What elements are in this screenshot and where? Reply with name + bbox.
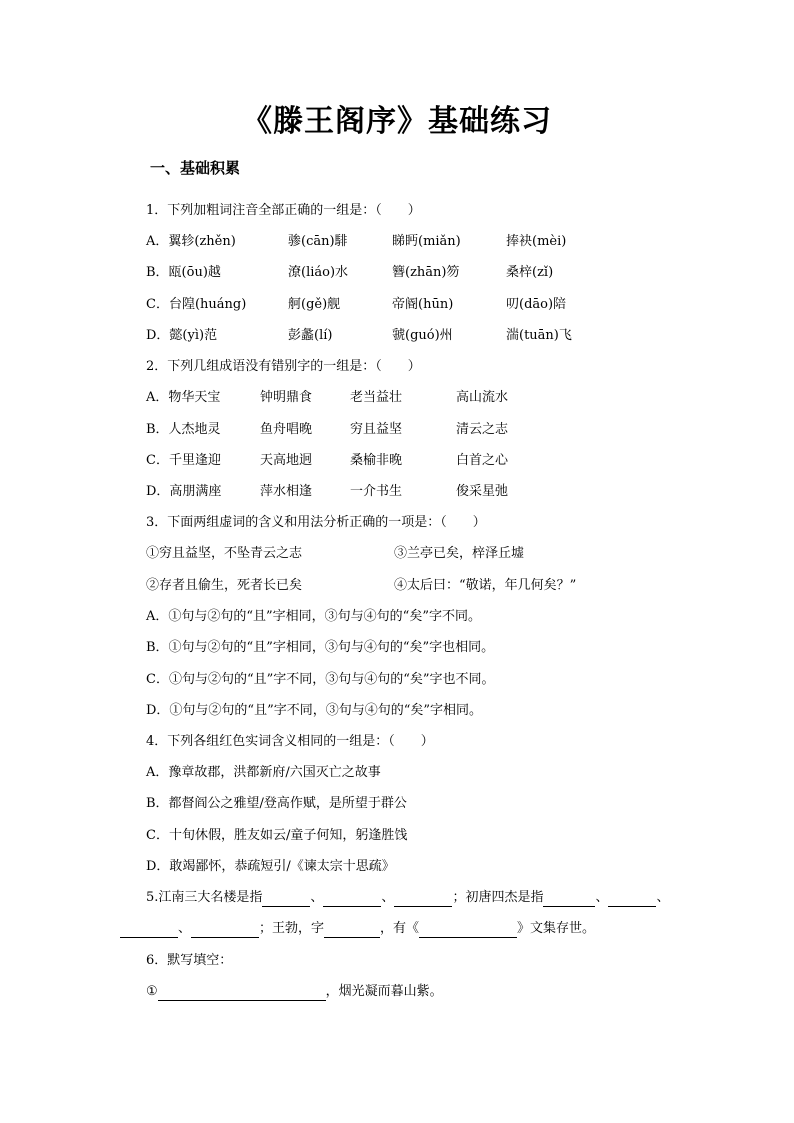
q4-option-b: B．都督阎公之雅望/登高作赋，是所望于群公 (146, 796, 407, 811)
q2-d-1: D．高朋满座 (146, 484, 222, 499)
q5-text-2: ；初唐四杰是指 (452, 890, 544, 905)
q1-d-3: 虢(guó)州 (392, 328, 453, 343)
q5-blank-4[interactable] (543, 892, 595, 907)
q5-text-5: 》文集存世。 (517, 921, 596, 936)
q1-c-2: 舸(gě)舰 (288, 297, 341, 312)
q5-text-1: 5.江南三大名楼是指 (146, 890, 263, 905)
q5-blank-5[interactable] (608, 892, 656, 907)
q5-blank-2[interactable] (323, 892, 381, 907)
q4-option-a: A．豫章故郡，洪都新府/六国灭亡之故事 (146, 765, 381, 780)
q3-sentence-1: ①穷且益坚，不坠青云之志 (146, 546, 303, 561)
q3-sentence-3: ③兰亭已矣，梓泽丘墟 (394, 546, 525, 561)
q3-sentence-4: ④太后曰：“敬诺，年几何矣？” (394, 578, 577, 593)
q1-d-2: 彭蠡(lí) (288, 328, 333, 343)
q2-b-4: 清云之志 (456, 422, 509, 437)
q1-d-1: D．懿(yì)范 (146, 328, 218, 343)
q5-sep-2: 、 (381, 890, 395, 905)
q6-item-suffix: ，烟光凝而暮山紫。 (325, 984, 443, 999)
q5-line-1 (146, 889, 669, 907)
q2-d-3: 一介书生 (350, 484, 403, 499)
q2-a-1: A．物华天宝 (146, 390, 221, 405)
q2-c-4: 白首之心 (456, 453, 509, 468)
q5-sep-4: 、 (656, 890, 670, 905)
q1-b-4: 桑梓(zǐ) (506, 265, 554, 280)
q5-blank-7[interactable] (191, 923, 259, 938)
q2-stem: 2．下列几组成语没有错别字的一组是：（ ） (146, 359, 421, 374)
q1-b-3: 簪(zhān)笏 (392, 265, 460, 280)
q5-blank-9[interactable] (419, 923, 517, 938)
page-title: 《滕王阁序》基础练习 (242, 104, 552, 139)
q2-c-3: 桑榆非晚 (350, 453, 403, 468)
q2-c-2: 天高地迥 (260, 453, 313, 468)
q5-text-3: ；王勃，字 (259, 921, 325, 936)
q4-option-d: D．敢竭鄙怀，恭疏短引/《谏太宗十思疏》 (146, 859, 395, 874)
q1-b-2: 潦(liáo)水 (288, 265, 349, 280)
q6-stem: 6．默写填空： (146, 953, 233, 968)
q1-c-4: 叨(dāo)陪 (506, 297, 567, 312)
q3-option-d: D．①句与②句的“且”字不同，③句与④句的“矣”字相同。 (146, 703, 483, 718)
q3-stem: 3．下面两组虚词的含义和用法分析正确的一项是：（ ） (146, 515, 486, 530)
q5-sep-3: 、 (595, 890, 609, 905)
q1-stem: 1．下列加粗词注音全部正确的一组是：（ ） (146, 203, 421, 218)
q5-line-2 (120, 920, 595, 938)
q2-a-3: 老当益壮 (350, 390, 403, 405)
q3-sentence-2: ②存者且偷生，死者长已矣 (146, 578, 303, 593)
q2-a-4: 高山流水 (456, 390, 509, 405)
q5-sep-1: 、 (310, 890, 324, 905)
section-heading: 一、基础积累 (150, 159, 241, 177)
q2-b-1: B．人杰地灵 (146, 422, 221, 437)
q5-blank-6[interactable] (120, 923, 178, 938)
q2-d-4: 俊采星弛 (456, 484, 509, 499)
q1-a-3: 睇眄(miǎn) (392, 234, 461, 249)
q3-option-c: C．①句与②句的“且”字不同，③句与④句的“矣”字也不同。 (146, 672, 495, 687)
q1-a-2: 骖(cān)騑 (288, 234, 348, 249)
q1-d-4: 湍(tuān)飞 (506, 328, 572, 343)
q2-a-2: 钟明鼎食 (260, 390, 313, 405)
q1-a-4: 捧袂(mèi) (506, 234, 567, 249)
q3-option-b: B．①句与②句的“且”字相同，③句与④句的“矣”字也相同。 (146, 640, 495, 655)
q3-option-a: A．①句与②句的“且”字相同，③句与④句的“矣”字不同。 (146, 609, 481, 624)
q5-blank-3[interactable] (394, 892, 452, 907)
q2-d-2: 萍水相逢 (260, 484, 313, 499)
q5-blank-8[interactable] (324, 923, 380, 938)
q6-blank-1[interactable] (158, 986, 326, 1001)
q6-item-1 (146, 983, 443, 1001)
q1-b-1: B．瓯(ōu)越 (146, 265, 221, 280)
q2-c-1: C．千里逢迎 (146, 453, 221, 468)
q5-blank-1[interactable] (262, 892, 310, 907)
q5-sep-5: 、 (178, 921, 192, 936)
q5-text-4: ，有《 (380, 921, 420, 936)
q1-c-3: 帝阍(hūn) (392, 297, 454, 312)
q4-stem: 4．下列各组红色实词含义相同的一组是：（ ） (146, 734, 434, 749)
q2-b-2: 鱼舟唱晚 (260, 422, 313, 437)
q2-b-3: 穷且益坚 (350, 422, 403, 437)
q1-c-1: C．台隍(huáng) (146, 297, 247, 312)
q1-a-1: A．翼轸(zhěn) (146, 234, 236, 249)
q6-item-prefix: ① (146, 984, 158, 999)
q4-option-c: C．十旬休假，胜友如云/童子何知，躬逢胜饯 (146, 828, 408, 843)
